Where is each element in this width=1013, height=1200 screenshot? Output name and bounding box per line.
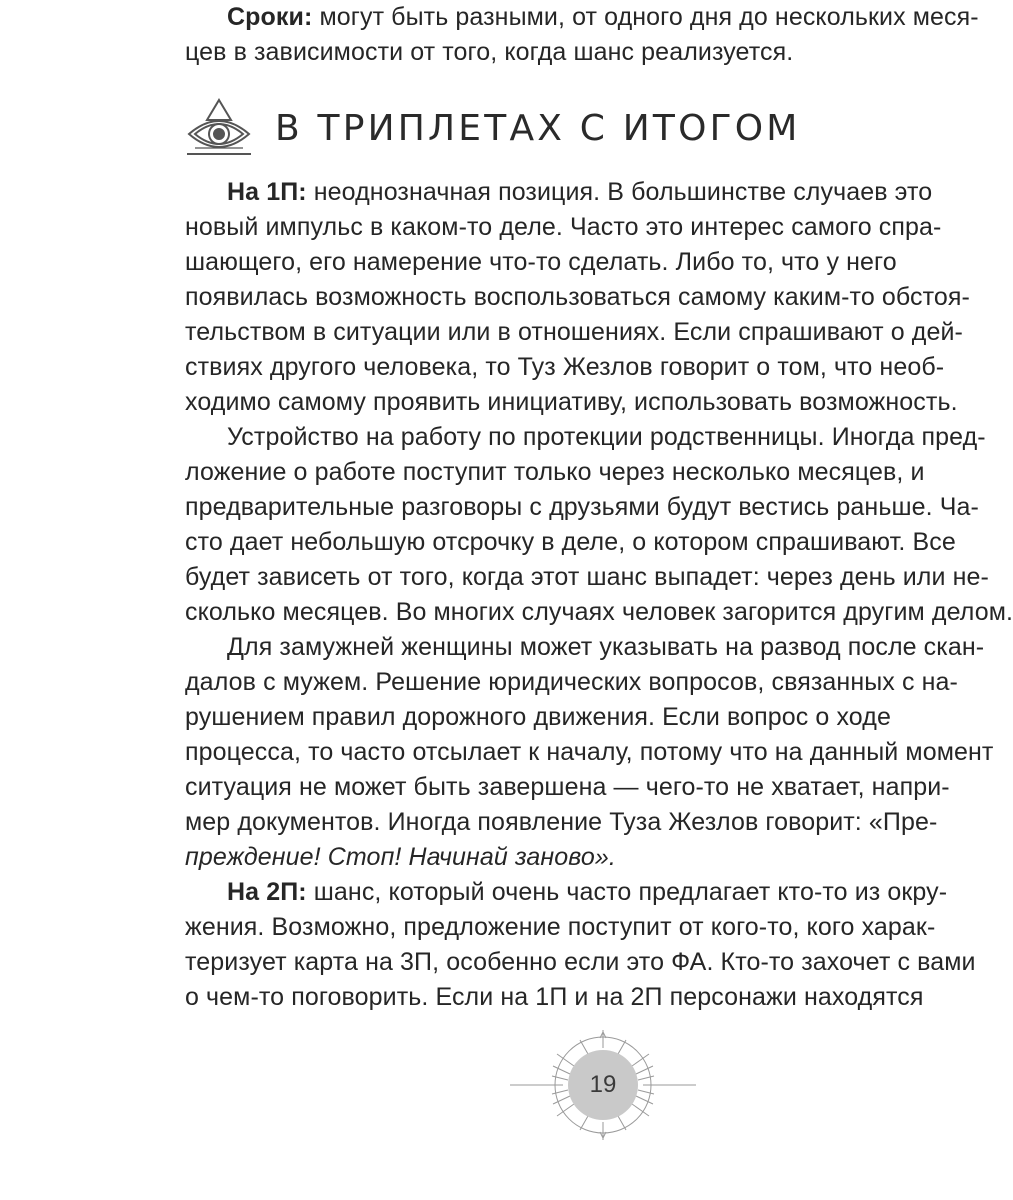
text-line: ствиях другого человека, то Туз Жезлов говорит о том, что необ-	[185, 353, 945, 381]
text-line: ситуация не может быть завершена — чего-то не хватает, напри-	[185, 773, 950, 801]
eye-in-triangle-icon	[185, 98, 253, 158]
text-line: На 1П: неоднозначная позиция. В большинстве случаев это	[227, 178, 933, 206]
text-line: далов с мужем. Решение юридических вопросов, связанных с на-	[185, 668, 958, 696]
text-line: ложение о работе поступит только через несколько месяцев, и	[185, 458, 925, 486]
text-line: будет зависеть от того, когда этот шанс выпадет: через день или не-	[185, 563, 989, 591]
text-line: рушением правил дорожного движения. Если вопрос о ходе	[185, 703, 891, 731]
text-line: мер документов. Иногда появление Туза Жезлов говорит: «Пре-	[185, 808, 938, 836]
text-line: процесса, то часто отсылает к началу, потому что на данный момент	[185, 738, 994, 766]
text-line: новый импульс в каком-то деле. Часто это интерес самого спра-	[185, 213, 942, 241]
text-line: о чем-то поговорить. Если на 1П и на 2П персонажи находятся	[185, 983, 924, 1011]
text-line: Для замужней женщины может указывать на развод после скан-	[227, 633, 985, 661]
term-label: Сроки:	[227, 3, 313, 31]
term-label: На 1П:	[227, 178, 307, 206]
text-line: сто дает небольшую отсрочку в деле, о котором спрашивают. Все	[185, 528, 956, 556]
text-line: ходимо самому проявить инициативу, использовать возможность.	[185, 388, 958, 416]
text-line: тельством в ситуации или в отношениях. Если спрашивают о дей-	[185, 318, 963, 346]
text-line: Сроки: могут быть разными, от одного дня до нескольких меся-	[227, 3, 979, 31]
text-line: сколько месяцев. Во многих случаях человек загорится другим делом.	[185, 598, 1013, 626]
text-line: цев в зависимости от того, когда шанс реализуется.	[185, 38, 794, 66]
text-line-italic: преждение! Стоп! Начинай заново».	[185, 843, 616, 871]
page-number-ornament	[508, 1030, 698, 1140]
text-line: шающего, его намерение что-то сделать. Либо то, что у него	[185, 248, 897, 276]
page-number: 19	[589, 1071, 617, 1098]
text-line: предварительные разговоры с друзьями будут вестись раньше. Ча-	[185, 493, 979, 521]
text-line: теризует карта на 3П, особенно если это ФА. Кто-то захочет с вами	[185, 948, 976, 976]
term-label: На 2П:	[227, 878, 307, 906]
text-line: жения. Возможно, предложение поступит от кого-то, кого харак-	[185, 913, 936, 941]
text-line: На 2П: шанс, который очень часто предлагает кто-то из окру-	[227, 878, 948, 906]
section-title: В ТРИПЛЕТАХ С ИТОГОМ	[275, 107, 801, 149]
text-line: Устройство на работу по протекции родственницы. Иногда пред-	[227, 423, 986, 451]
section-heading	[185, 98, 801, 158]
text-line: появилась возможность воспользоваться самому каким-то обстоя-	[185, 283, 970, 311]
